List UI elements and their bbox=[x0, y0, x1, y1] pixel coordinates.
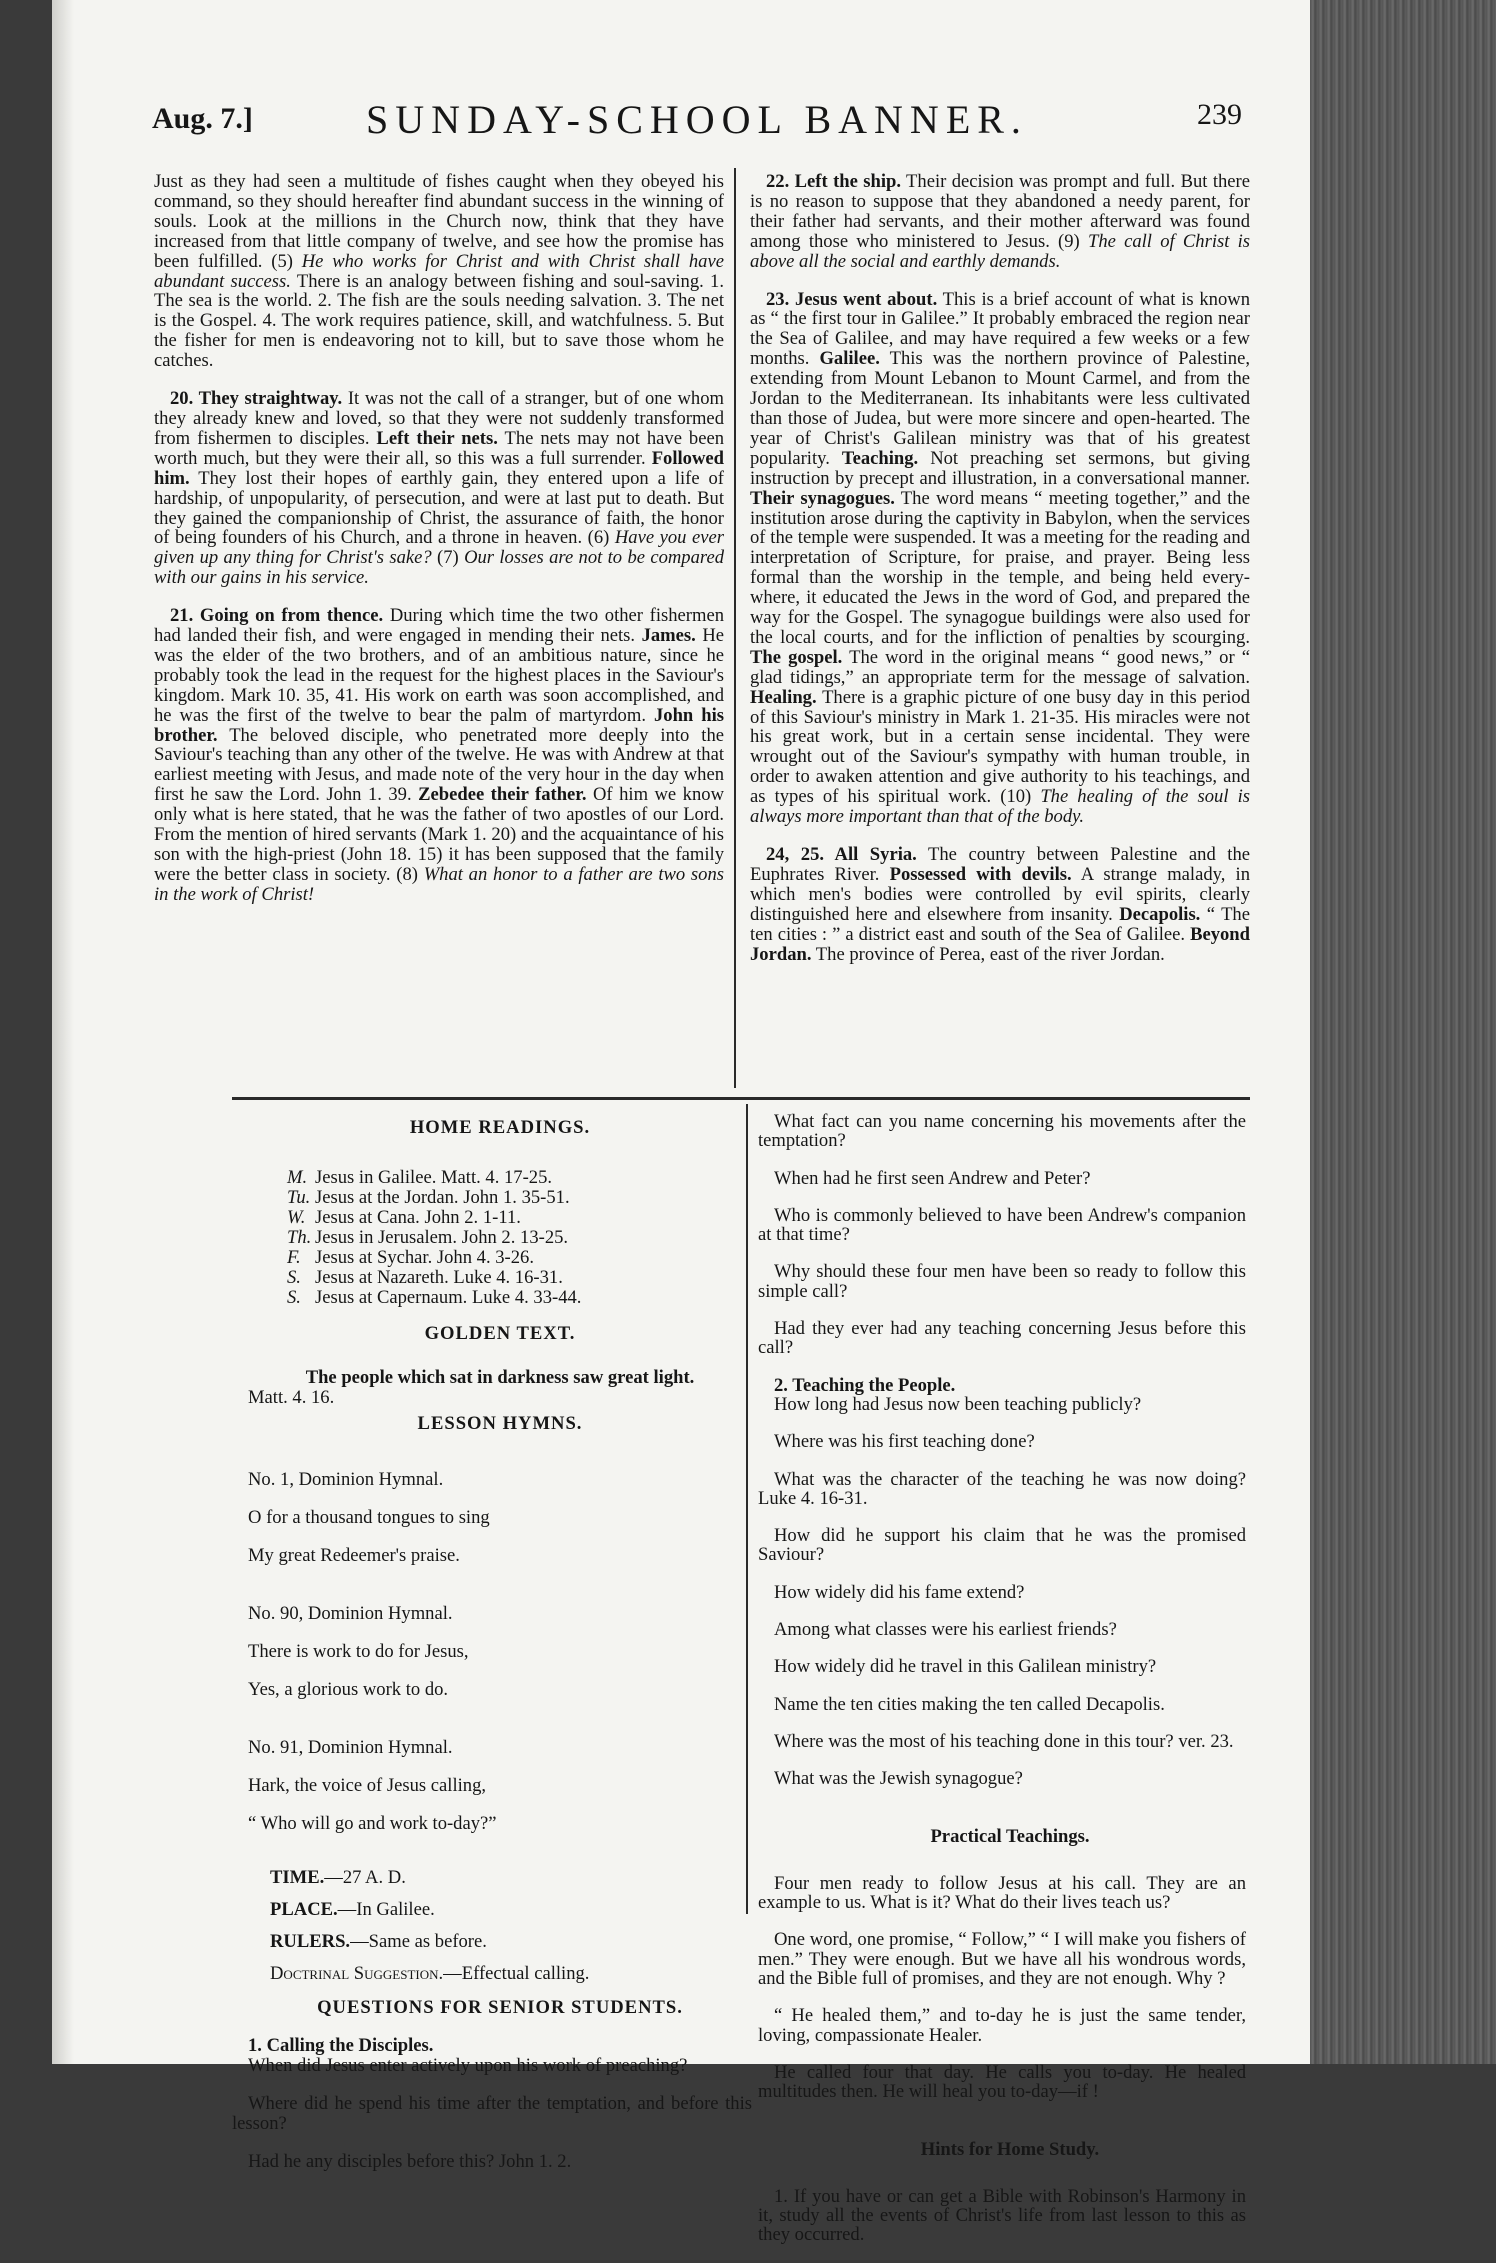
doctrinal-suggestion: Doctrinal Suggestion.—Effectual calling. bbox=[270, 1963, 590, 1984]
practical-paragraph: “ He healed them,” and to-day he is just the same tender, loving, compassionate Healer. bbox=[758, 2005, 1246, 2046]
upper-left-column bbox=[154, 172, 724, 923]
header-date: Aug. 7.] bbox=[152, 102, 253, 135]
question: What was the character of the teaching he was now doing? Luke 4. 16-31. bbox=[758, 1468, 1246, 1509]
question: What was the Jewish synagogue? bbox=[774, 1768, 1023, 1790]
question: Among what classes were his earliest friends? bbox=[774, 1619, 1117, 1641]
question: Where was the most of his teaching done in this tour? ver. 23. bbox=[774, 1730, 1234, 1752]
column-rule-upper bbox=[734, 168, 736, 1088]
questions-title: QUESTIONS FOR SENIOR STUDENTS. bbox=[317, 1997, 683, 2018]
hymn-number: No. 1, Dominion Hymnal. bbox=[248, 1469, 444, 1490]
book-page-edges bbox=[1310, 0, 1496, 2064]
lesson-hymns-title: LESSON HYMNS. bbox=[417, 1413, 583, 1434]
question: What fact can you name concerning his movements after the temptation? bbox=[758, 1111, 1246, 1152]
lesson-time: TIME.—27 A. D. bbox=[270, 1867, 406, 1888]
question: Where was his first teaching done? bbox=[774, 1431, 1035, 1453]
question: How widely did he travel in this Galilean ministry? bbox=[774, 1656, 1157, 1678]
hints-paragraph: 1. If you have or can get a Bible with Robinson's Harmony in it, study all the events of Christ's life from last lesson to this as they occurred. bbox=[758, 2185, 1246, 2246]
lesson-rulers: RULERS.—Same as before. bbox=[270, 1931, 487, 1952]
verse-22-note: 22. Left the ship. Their decision was prompt and full. But there is no reason to suppose that they abandoned a needy parent, for their father had servants, and their mother afterward was found among those who ministered to Jesus. (9) The call of Christ is above all the social and earthly demands. bbox=[750, 171, 1251, 272]
verse-21-note: 21. Going on from thence. During which time the two other fishermen had landed their fish, and were engaged in mending their nets. James. He was the elder of the two brothers, and of an ambitious nature, since he probably took the lead in the request for the highest places in the Saviour's kingdom. Mark 10. 35, 41. His work on earth was soon accomplished, and he was the first of the twelve to bear the palm of martyrdom. John his brother. The beloved disciple, who penetrated more deeply into the Saviour's teaching than any other of the twelve. He was with Andrew at that earliest meeting with Jesus, and made note of the very hour in the day when first he saw the Lord. John 1. 39. Zebedee their father. Of him we know only what is here stated, that he was the father of two apostles of our Lord. From the mention of hired servants (Mark 1. 20) and the acquaintance of his son with the high-priest (John 18. 15) it has been supposed that the family were the better class in society. (8) What an honor to a father are two sons in the work of Christ! bbox=[154, 605, 725, 905]
verse-24-25-note: 24, 25. All Syria. The country between Palestine and the Euphrates River. Possessed with devils. A strange malady, in which men's bodies were controlled by evil spirits, clearly distinguished here and elsewhere from insanity. Decapolis. “ The ten cities : ” a district east and south of the Sea of Galilee. Beyond Jordan. The province of Perea, east of the river Jordan. bbox=[750, 844, 1251, 965]
hymn-line: Yes, a glorious work to do. bbox=[248, 1679, 449, 1700]
hymn-line: O for a thousand tongues to sing bbox=[248, 1507, 490, 1528]
reading-item: M. Jesus in Galilee. Matt. 4. 17-25. bbox=[287, 1167, 553, 1188]
hymn-line: Hark, the voice of Jesus calling, bbox=[248, 1775, 487, 1796]
practical-teachings-title: Practical Teachings. bbox=[930, 1825, 1090, 1847]
practical-paragraph: He called four that day. He calls you to-day. He healed multitudes then. He will heal you to-day—if ! bbox=[758, 2061, 1246, 2103]
questions-section-1-title: 1. Calling the Disciples. bbox=[248, 2035, 434, 2056]
question: How widely did his fame extend? bbox=[774, 1581, 1025, 1603]
practical-paragraph: Four men ready to follow Jesus at his call. They are an example to us. What is it? What do their lives teach us? bbox=[758, 1872, 1246, 1914]
header-title: SUNDAY-SCHOOL BANNER. bbox=[366, 97, 1028, 142]
verse-20-note: 20. They straightway. It was not the call of a stranger, but of one whom they already knew and loved, so that they were not suddenly transformed from fishermen to disciples. Left their nets. The nets may not have been worth much, but they were their all, so this was a full surrender. Followed him. They lost their hopes of earthly gain, they entered upon a life of hardship, of unpopularity, of persecution, and were at last put to death. But they gained the companionship of Christ, the assurance of faith, the honor of being founders of his Church, and a throne in heaven. (6) Have you ever given up any thing for Christ's sake? (7) Our losses are not to be compared with our gains in his service. bbox=[154, 388, 724, 589]
hymn-number: No. 90, Dominion Hymnal. bbox=[248, 1603, 453, 1624]
running-header bbox=[152, 96, 1242, 148]
golden-text-title: GOLDEN TEXT. bbox=[424, 1323, 576, 1344]
reading-item: W. Jesus at Cana. John 2. 1-11. bbox=[287, 1207, 521, 1228]
home-readings-title: HOME READINGS. bbox=[409, 1117, 591, 1138]
hymn-line: There is work to do for Jesus, bbox=[248, 1641, 469, 1662]
question: Why should these four men have been so ready to follow this simple call? bbox=[758, 1261, 1246, 1302]
upper-right-column bbox=[750, 172, 1250, 982]
question: When did Jesus enter actively upon his work of preaching? bbox=[248, 2055, 688, 2076]
verse-23-note: 23. Jesus went about. This is a brief account of what is known as “ the first tour in Galilee.” It probably embraced the region near the Sea of Galilee, and may have required a few weeks or a few months. Galilee. This was the northern province of Palestine, extending from Mount Lebanon to Mount Carmel, and from the Jordan to the Mediterranean. Its inhabitants were less cultivated than those of Judea, but were more sincere and open-hearted. The year of Christ's Galilean ministry was that of his greatest popularity. Teaching. Not preaching set sermons, but giving instruction by precept and illustration, in a conversational manner. Their synagogues. The word means “ meeting together,” and the institution arose during the captivity in Babylon, when the services of the temple were suspended. It was a meeting for the reading and interpretation of Scripture, for praise, and prayer. Being less formal than the worship in the temple, and being held every-where, it educated the Jews in the word of God, and prepared the way for the Gospel. The synagogue buildings were also used for the local courts, and for the infliction of penalties by scourging. The gospel. The word in the original means “ good news,” or “ glad tidings,” an appropriate term for the message of salvation. Healing. There is a graphic picture of one busy day in this period of this Saviour's ministry in Mark 1. 21-35. His miracles were not his great work, but in a certain sense incidental. They were wrought out of the Saviour's sympathy with human trouble, in order to awaken attention and give authority to his teachings, and as types of his spiritual work. (10) The healing of the soul is always more important than that of the body. bbox=[750, 288, 1251, 828]
question: Where did he spend his time after the temptation, and before this lesson? bbox=[232, 2093, 752, 2134]
golden-text: The people which sat in darkness saw great light. bbox=[305, 1367, 695, 1388]
home-readings-list bbox=[232, 1168, 752, 1308]
lower-left-column bbox=[232, 1118, 752, 2190]
questions-section-2-title: 2. Teaching the People. bbox=[774, 1374, 956, 1396]
question: Had he any disciples before this? John 1. 2. bbox=[248, 2151, 572, 2172]
reading-item: F. Jesus at Sychar. John 4. 3-26. bbox=[287, 1247, 534, 1268]
section-divider bbox=[232, 1097, 1250, 1100]
question: How long had Jesus now been teaching publicly? bbox=[774, 1393, 1142, 1415]
reading-item: S. Jesus at Nazareth. Luke 4. 16-31. bbox=[287, 1267, 563, 1288]
golden-text-ref: Matt. 4. 16. bbox=[248, 1387, 335, 1408]
column-rule-lower bbox=[746, 1104, 748, 1914]
hymn-line: My great Redeemer's praise. bbox=[248, 1545, 460, 1566]
question: Who is commonly believed to have been Andrew's companion at that time? bbox=[758, 1204, 1246, 1246]
reading-item: Tu. Jesus at the Jordan. John 1. 35-51. bbox=[287, 1187, 570, 1208]
paragraph-fishing: Just as they had seen a multitude of fishes caught when they obeyed his command, so they should hereafter find abundant success in the winning of souls. Look at the millions in the Church now, think that they have increased from that little company of twelve, and see how the promise has been fulfilled. (5) He who works for Christ and with Christ shall have abundant success. There is an analogy between fishing and soul-saving. 1. The sea is the world. 2. The fish are the souls needing salvation. 3. The net is the Gospel. 4. The work requires patience, skill, and watchfulness. 5. But the fisher for men is endeavoring not to kill, but to save those whom he catches. bbox=[154, 171, 724, 372]
page bbox=[52, 0, 1310, 2246]
lesson-place: PLACE.—In Galilee. bbox=[270, 1899, 435, 1920]
hymn-line: “ Who will go and work to-day?” bbox=[248, 1813, 497, 1834]
question: When had he first seen Andrew and Peter? bbox=[774, 1167, 1091, 1189]
page-gutter bbox=[52, 0, 74, 2064]
reading-item: S. Jesus at Capernaum. Luke 4. 33-44. bbox=[287, 1287, 582, 1308]
question: Name the ten cities making the ten called Decapolis. bbox=[774, 1693, 1165, 1715]
question: Had they ever had any teaching concerning Jesus before this call? bbox=[758, 1318, 1246, 1359]
lower-right-column bbox=[758, 1112, 1246, 2263]
question: How did he support his claim that he was the promised Saviour? bbox=[758, 1525, 1246, 1566]
hymn-number: No. 91, Dominion Hymnal. bbox=[248, 1737, 453, 1758]
page-number: 239 bbox=[1197, 98, 1242, 131]
practical-paragraph: One word, one promise, “ Follow,” “ I will make you fishers of men.” They were enough. But we have all his wondrous words, and the Bible full of promises, and they are not enough. Why ? bbox=[758, 1929, 1246, 1990]
hints-title: Hints for Home Study. bbox=[920, 2138, 1100, 2160]
reading-item: Th. Jesus in Jerusalem. John 2. 13-25. bbox=[287, 1227, 569, 1248]
